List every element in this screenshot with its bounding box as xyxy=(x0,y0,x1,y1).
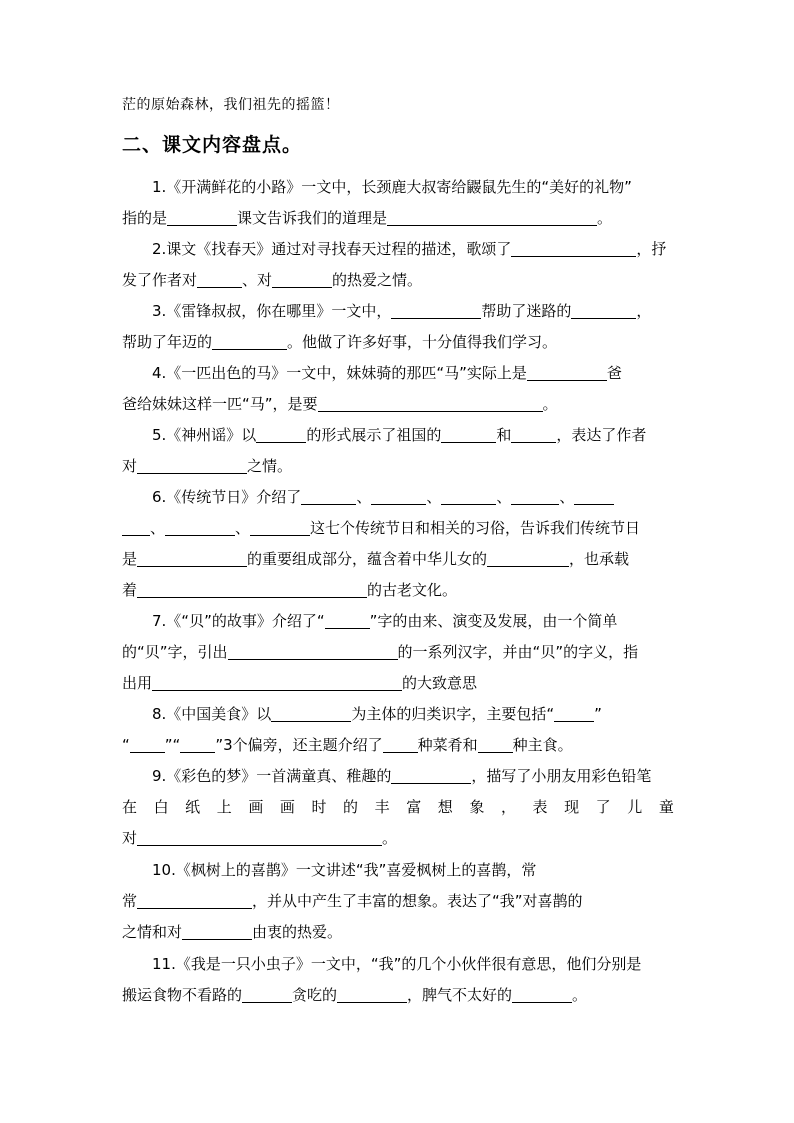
answer-blank[interactable] xyxy=(387,208,597,226)
answer-blank[interactable] xyxy=(391,301,481,319)
answer-blank[interactable] xyxy=(337,985,407,1003)
answer-blank[interactable] xyxy=(554,704,594,722)
answer-blank[interactable] xyxy=(441,425,496,443)
q1-text: 1.《开满鲜花的小路》一文中，长颈鹿大叔寄给鼹鼠先生的“美好的礼物” xyxy=(152,178,632,196)
question-9: 9.《彩色的梦》一首满童真、稚趣的 ，描写了小朋友用彩色铅笔 在 白 纸 上 画 画 时 的 丰 富 想 象 ， 表 现 了 儿 童 对 。 xyxy=(122,767,674,847)
answer-blank[interactable] xyxy=(318,394,543,412)
answer-blank[interactable] xyxy=(301,487,356,505)
answer-blank[interactable] xyxy=(441,487,496,505)
answer-blank[interactable] xyxy=(371,487,426,505)
answer-blank[interactable] xyxy=(511,239,636,257)
answer-blank[interactable] xyxy=(137,580,367,598)
question-8: 8.《中国美食》以 为主体的归类识字，主要包括“ ” “ ”“ ”3个偏旁，还主题介绍了 种菜肴和 种主食。 xyxy=(122,705,602,754)
answer-blank[interactable] xyxy=(137,828,382,846)
answer-blank[interactable] xyxy=(512,985,572,1003)
answer-blank[interactable] xyxy=(182,922,252,940)
answer-blank[interactable] xyxy=(212,332,287,350)
answer-blank[interactable] xyxy=(180,735,215,753)
answer-blank[interactable] xyxy=(137,456,247,474)
answer-blank[interactable] xyxy=(391,766,471,784)
answer-blank[interactable] xyxy=(574,487,614,505)
question-3: 3.《雷锋叔叔，你在哪里》一文中， 帮助了迷路的 ， 帮助了年迈的 。他做了许多好事，十分值得我们学习。 xyxy=(122,302,652,351)
answer-blank[interactable] xyxy=(271,704,351,722)
answer-blank[interactable] xyxy=(167,208,237,226)
answer-blank[interactable] xyxy=(511,487,559,505)
question-2: 2.课文《找春天》通过对寻找春天过程的描述，歌颂了 ，抒 发了作者对 、对 的热爱之情。 xyxy=(122,240,667,289)
answer-blank[interactable] xyxy=(487,549,569,567)
question-5: 5.《神州谣》以 的形式展示了祖国的 和 ，表达了作者 对 之情。 xyxy=(122,426,647,475)
answer-blank[interactable] xyxy=(250,518,310,536)
answer-blank[interactable] xyxy=(478,735,513,753)
answer-blank[interactable] xyxy=(228,642,398,660)
question-7: 7.《“贝”的故事》介绍了“ ”字的由来、演变及发展，由一个简单 的“贝”字，引出 的一系列汉字，并由“贝”的字义，指 出用 的大致意思 xyxy=(122,612,639,692)
answer-blank[interactable] xyxy=(242,985,292,1003)
justified-line: 在 白 纸 上 画 画 时 的 丰 富 想 象 ， 表 现 了 儿 童 xyxy=(122,798,674,816)
previous-text-fragment: 茫的原始森林，我们祖先的摇篮！ xyxy=(122,97,340,113)
question-11: 11.《我是一只小虫子》一文中，“我”的几个小伙伴很有意思，他们分别是 搬运食物不看路的 贪吃的 ，脾气不太好的 。 xyxy=(122,955,642,1004)
question-1: 1.《开满鲜花的小路》一文中，长颈鹿大叔寄给鼹鼠先生的“美好的礼物” 指的是 课文告诉我们的道理是 。 xyxy=(122,178,632,227)
answer-blank[interactable] xyxy=(325,611,370,629)
answer-blank[interactable] xyxy=(527,363,607,381)
answer-blank[interactable] xyxy=(511,425,556,443)
answer-blank[interactable] xyxy=(571,301,636,319)
answer-blank[interactable] xyxy=(130,735,165,753)
answer-blank[interactable] xyxy=(137,891,252,909)
answer-blank[interactable] xyxy=(165,518,235,536)
answer-blank[interactable] xyxy=(197,270,242,288)
answer-blank[interactable] xyxy=(383,735,418,753)
question-4: 4.《一匹出色的马》一文中，妹妹骑的那匹“马”实际上是 爸 爸给妹妹这样一匹“马”，是要 。 xyxy=(122,364,622,413)
answer-blank[interactable] xyxy=(256,425,306,443)
section-title: 二、课文内容盘点。 xyxy=(122,134,303,156)
answer-blank[interactable] xyxy=(122,518,150,536)
question-6: 6.《传统节日》介绍了 、 、 、 、 、 、 这七个传统节日和相关的习俗，告诉我们传统节日 是 的重要组成部分，蕴含着中华儿女的 ，也承载 着 的古老文化。 xyxy=(122,488,641,599)
answer-blank[interactable] xyxy=(137,549,247,567)
question-10: 10.《枫树上的喜鹊》一文讲述“我”喜爱枫树上的喜鹊，常 常 ，并从中产生了丰富的想象。表达了“我”对喜鹊的 之情和对 由衷的热爱。 xyxy=(122,861,583,941)
answer-blank[interactable] xyxy=(272,270,332,288)
answer-blank[interactable] xyxy=(152,673,402,691)
